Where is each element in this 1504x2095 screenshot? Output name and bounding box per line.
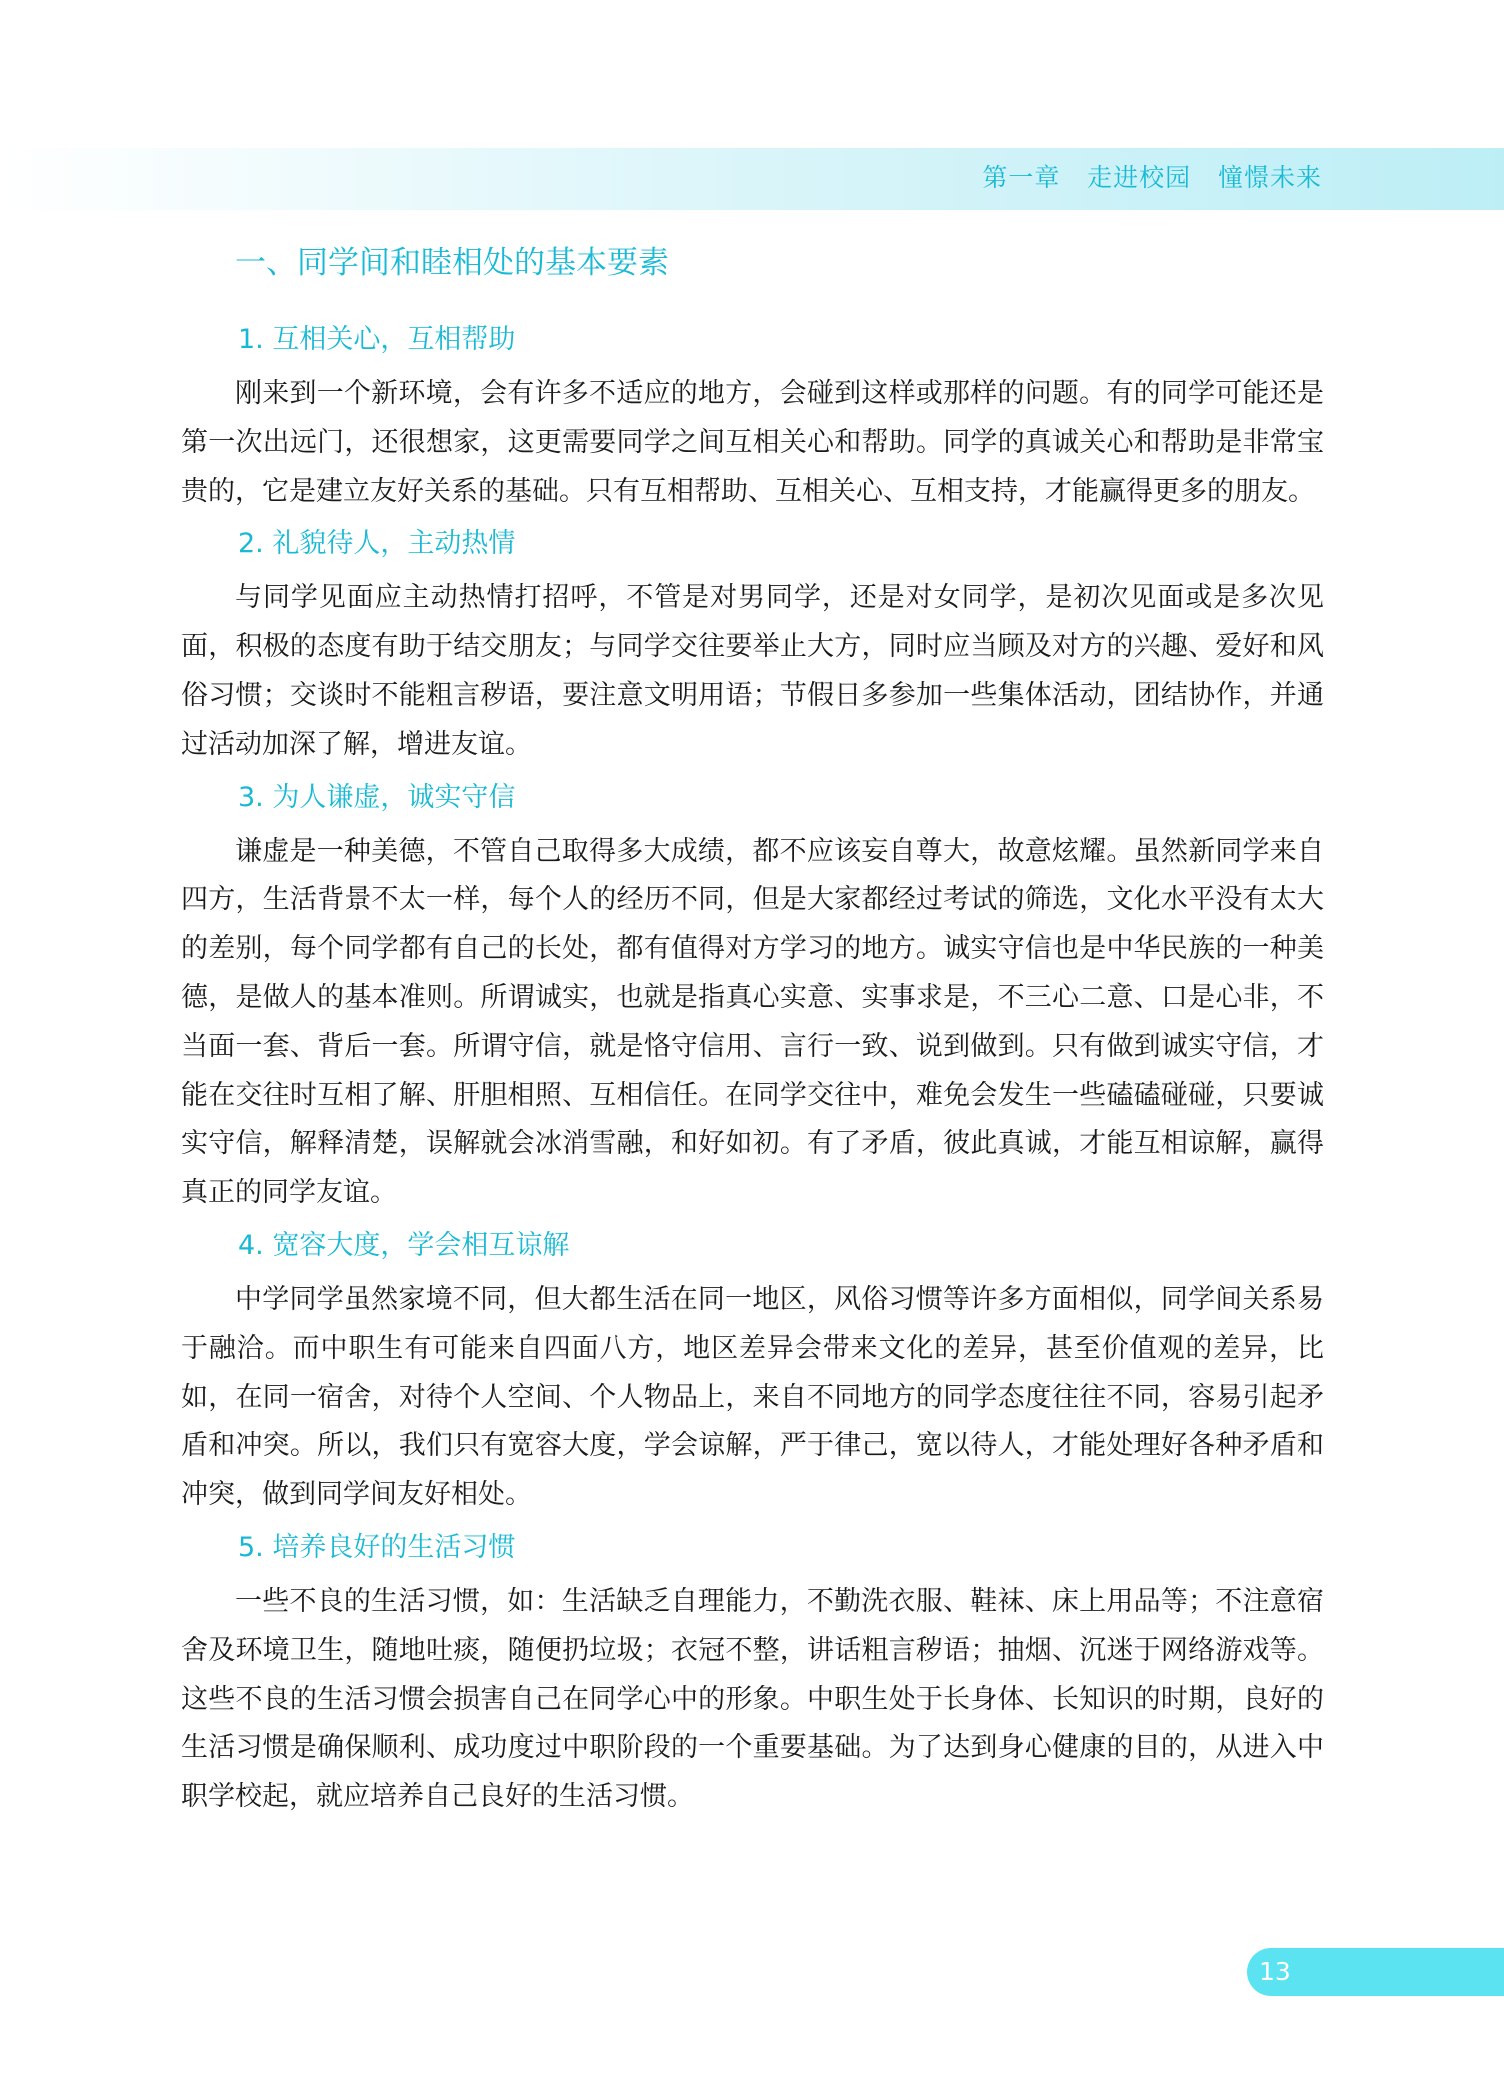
paragraph-3: 谦虚是一种美德，不管自己取得多大成绩，都不应该妄自尊大，故意炫耀。虽然新同学来自四方，生活背景不太一样，每个人的经历不同，但是大家都经过考试的筛选，文化水平没有太大的差别，每个同学都有自己的长处，都有值得对方学习的地方。诚实守信也是中华民族的一种美德，是做人的基本准则。所谓诚实，也就是指真心实意、实事求是，不三心二意、口是心非，不当面一套、背后一套。所谓守信，就是恪守信用、言行一致、说到做到。只有做到诚实守信，才能在交往时互相了解、肝胆相照、互相信任。在同学交往中，难免会发生一些磕磕碰碰，只要诚实守信，解释清楚，误解就会冰消雪融，和好如初。有了矛盾，彼此真诚，才能互相谅解，赢得真正的同学友谊。 — [181, 835, 1324, 1209]
subsection-heading-3: 3. 为人谦虚，诚实守信 — [238, 781, 516, 813]
paragraph-1: 刚来到一个新环境，会有许多不适应的地方，会碰到这样或那样的问题。有的同学可能还是第一次出远门，还很想家，这更需要同学之间互相关心和帮助。同学的真诚关心和帮助是非常宝贵的，它是建立友好关系的基础。只有互相帮助、互相关心、互相支持，才能赢得更多的朋友。 — [181, 378, 1324, 507]
paragraph-4: 中学同学虽然家境不同，但大都生活在同一地区，风俗习惯等许多方面相似，同学间关系易于融洽。而中职生有可能来自四面八方，地区差异会带来文化的差异，甚至价值观的差异，比如，在同一宿舍，对待个人空间、个人物品上，来自不同地方的同学态度往往不同，容易引起矛盾和冲突。所以，我们只有宽容大度，学会谅解，严于律己，宽以待人，才能处理好各种矛盾和冲突，做到同学间友好相处。 — [181, 1283, 1324, 1511]
subsection-heading-1: 1. 互相关心，互相帮助 — [238, 324, 516, 355]
subsection-heading-2: 2. 礼貌待人，主动热情 — [238, 528, 516, 560]
subsection-heading-4: 4. 宽容大度，学会相互谅解 — [238, 1229, 570, 1261]
chapter-title: 第一章 走进校园 憧憬未来 — [982, 163, 1322, 192]
subsection-heading-5: 5. 培养良好的生活习惯 — [238, 1531, 516, 1563]
paragraph-2: 与同学见面应主动热情打招呼，不管是对男同学，还是对女同学，是初次见面或是多次见面，积极的态度有助于结交朋友；与同学交往要举止大方，同时应当顾及对方的兴趣、爱好和风俗习惯；交谈时不能粗言秽语，要注意文明用语；节假日多参加一些集体活动，团结协作，并通过活动加深了解，增进友谊。 — [181, 582, 1324, 760]
paragraph-5: 一些不良的生活习惯，如：生活缺乏自理能力，不勤洗衣服、鞋袜、床上用品等；不注意宿舍及环境卫生，随地吐痰，随便扔垃圾；衣冠不整，讲话粗言秽语；抽烟、沉迷于网络游戏等。这些不良的生活习惯会损害自己在同学心中的形象。中职生处于长身体、长知识的时期，良好的生活习惯是确保顺利、成功度过中职阶段的一个重要基础。为了达到身心健康的目的，从进入中职学校起，就应培养自己良好的生活习惯。 — [181, 1585, 1324, 1813]
section-title: 一、同学间和睦相处的基本要素 — [235, 245, 669, 281]
page-number: 13 — [1259, 1957, 1291, 1986]
page-content — [181, 236, 1324, 1830]
